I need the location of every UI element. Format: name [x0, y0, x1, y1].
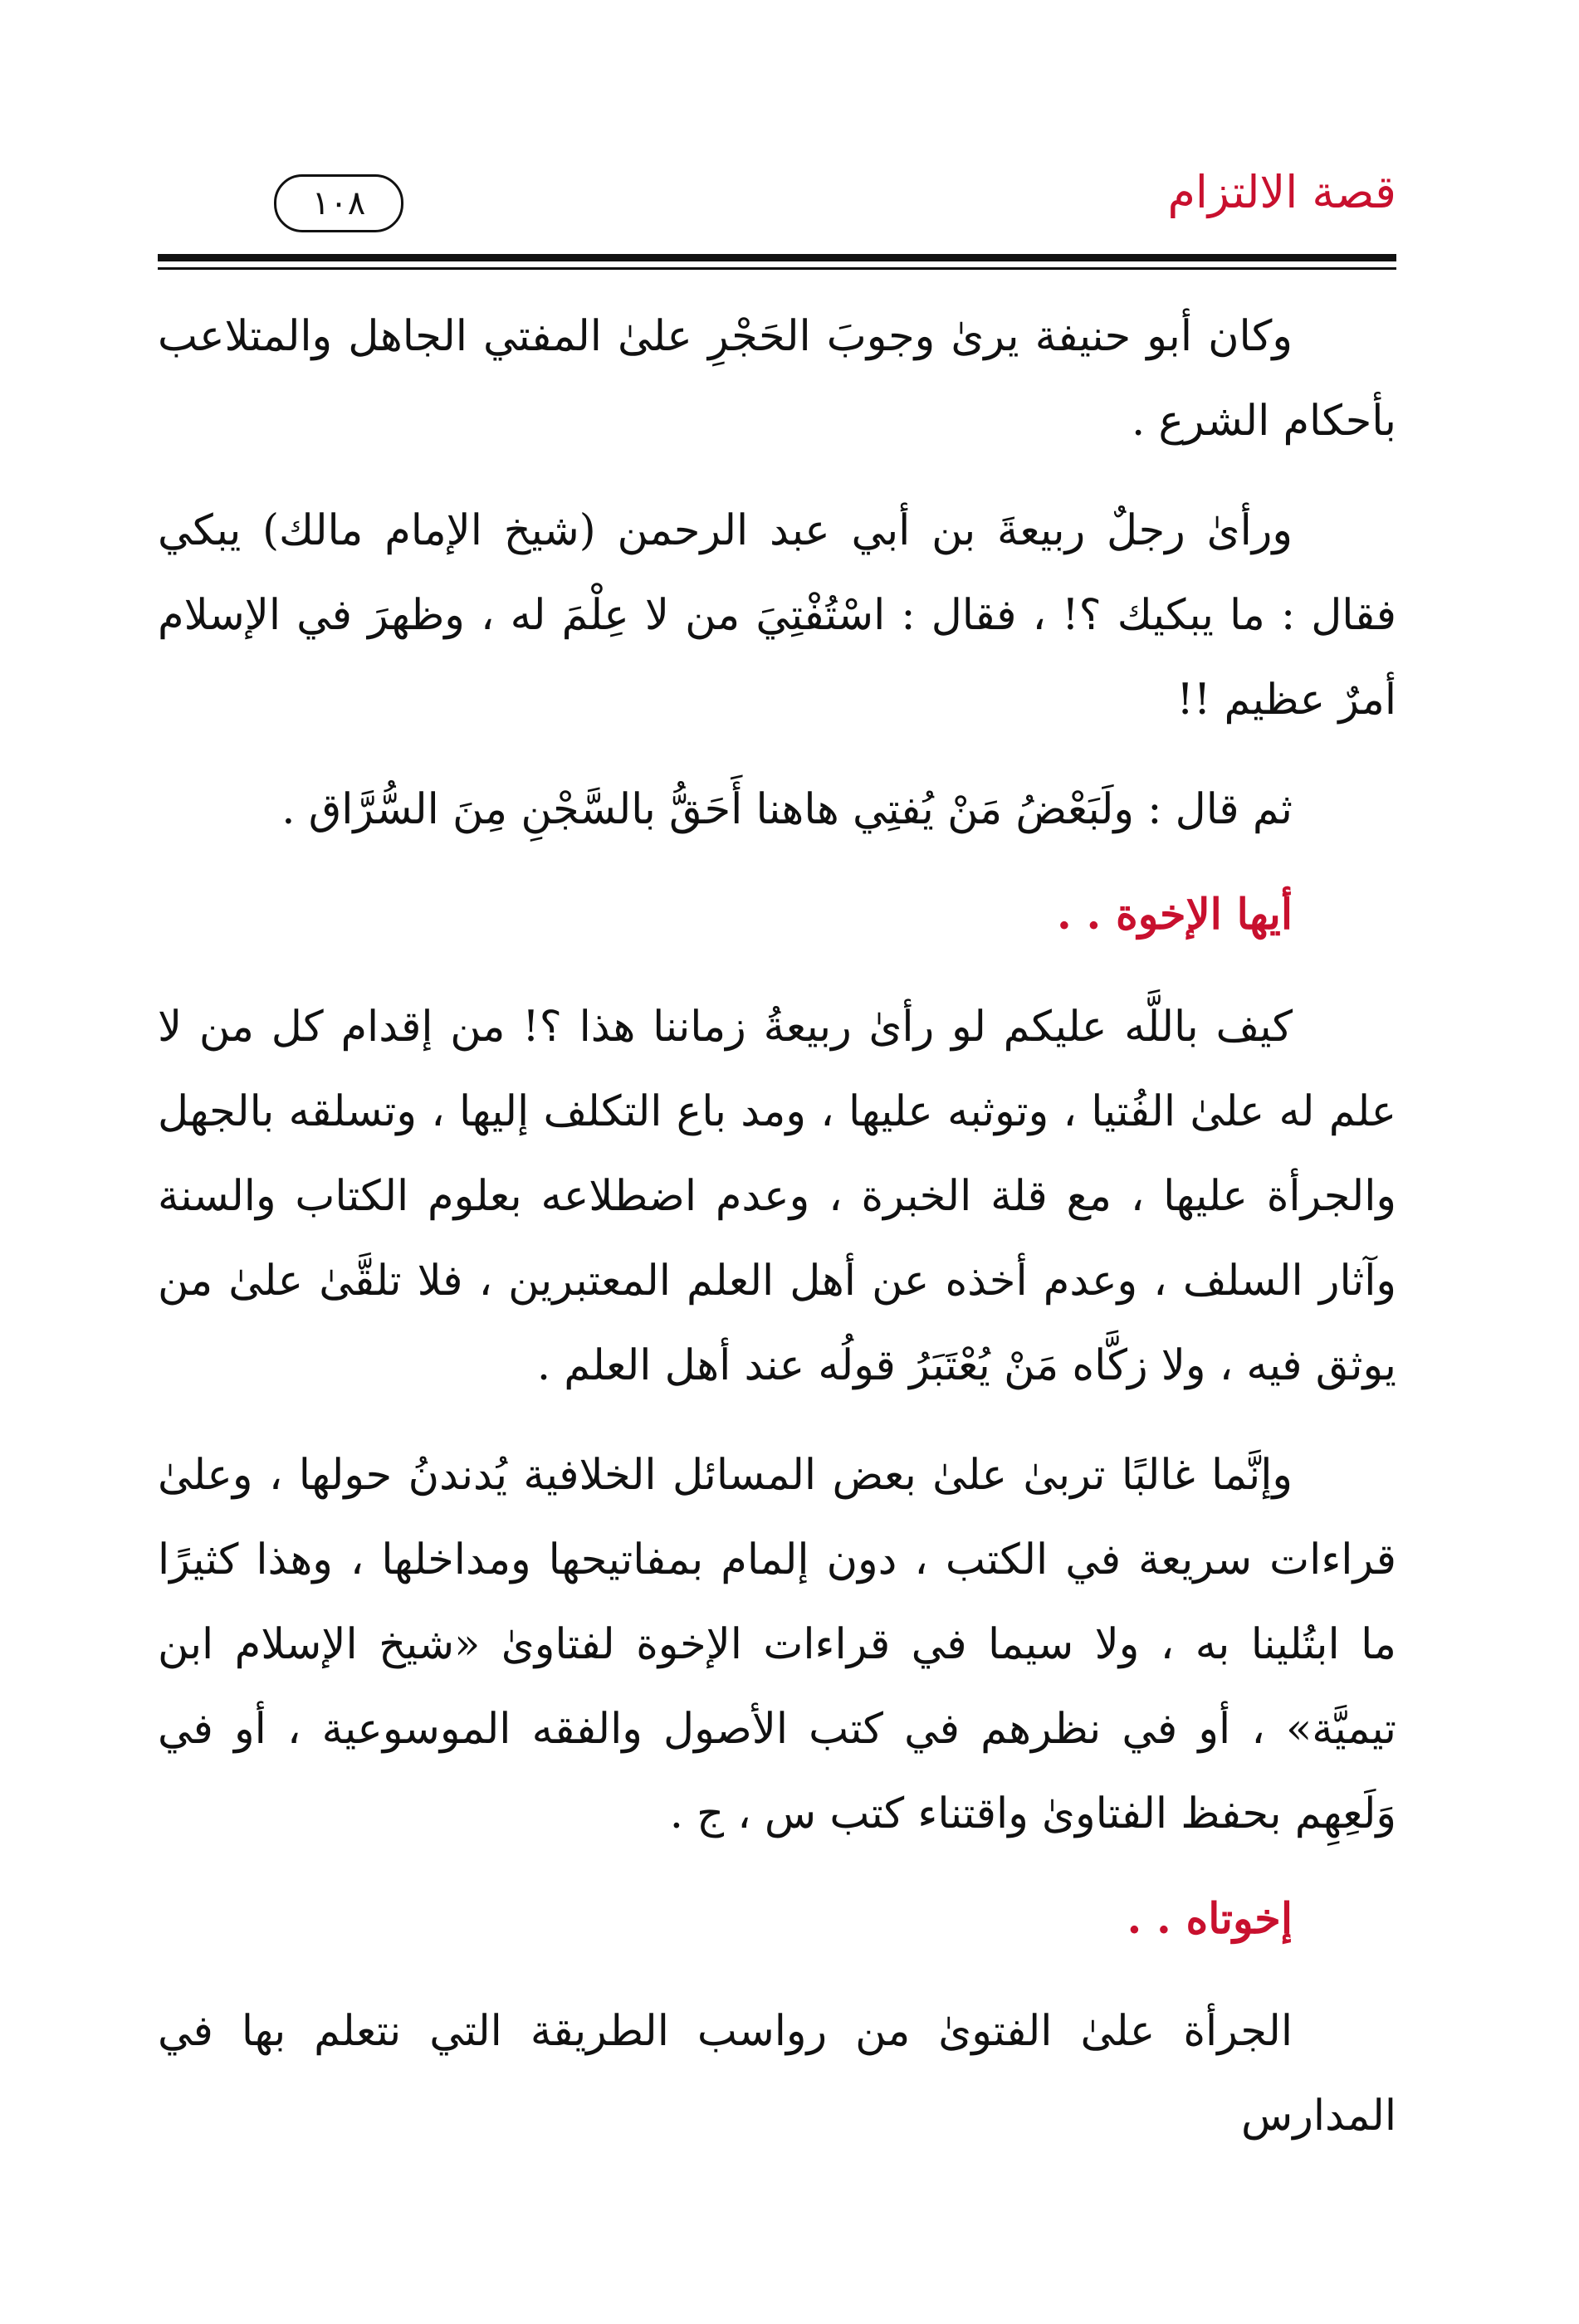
paragraph-1: وكان أبو حنيفة يرىٰ وجوبَ الحَجْرِ علىٰ المفتي الجاهل والمتلاعب بأحكام الشرع .	[158, 312, 1396, 446]
paragraph-3: ثم قال : ولَبَعْضُ مَنْ يُفتِي هاهنا أَحَقُّ بالسَّجْنِ مِنَ السُّرَّاق .	[281, 785, 1293, 834]
header-rule-thin	[158, 267, 1396, 270]
paragraph-5: وإنَّما غالبًا تربىٰ علىٰ بعض المسائل الخلافية يُدندنُ حولها ، وعلىٰ قراءات سريعة في الكتب ، دون إلمام بمفاتيحها ومداخلها ، وهذا كثيرًا ما ابتُلينا به ، ولا سيما في قراءات الإخوة لفتاوىٰ «شيخ الإسلام ابن تيميَّة» ، أو في نظرهم في كتب الأصول والفقه الموسوعية ، أو في وَلَعِهِم بحفظ الفتاوىٰ واقتناء كتب س ، ج .	[158, 1451, 1396, 1838]
header-rule-thick	[158, 254, 1396, 261]
page-header	[158, 158, 1396, 249]
paragraph-2: ورأىٰ رجلٌ ربيعةَ بن أبي عبد الرحمن (شيخ الإمام مالك) يبكي فقال : ما يبكيك ؟! ، فقال : اسْتُفْتِيَ من لا عِلْمَ له ، وظهرَ في الإسلام أمرٌ عظيم !!	[158, 506, 1396, 725]
page-number-badge: ١٠٨	[274, 174, 403, 232]
paragraph-4: كيف باللَّه عليكم لو رأىٰ ربيعةُ زماننا هذا ؟! من إقدام كل من لا علم له علىٰ الفُتيا ، وتوثبه عليها ، ومد باع التكلف إليها ، وتسلقه بالجهل والجرأة عليها ، مع قلة الخبرة ، وعدم اضطلاعه بعلوم الكتاب والسنة وآثار السلف ، وعدم أخذه عن أهل العلم المعتبرين ، فلا تلقَّىٰ علىٰ من يوثق فيه ، ولا زكَّاه مَنْ يُعْتَبَرُ قولُه عند أهل العلم .	[158, 1003, 1397, 1390]
section-heading-2: إخوتاه . .	[1127, 1894, 1293, 1944]
section-heading-1: أيها الإخوة . .	[1056, 890, 1293, 940]
book-title: قصة الالتزام	[1167, 166, 1396, 218]
paragraph-6: الجرأة علىٰ الفتوىٰ من رواسب الطريقة التي نتعلم بها في المدارس	[158, 2007, 1396, 2141]
page-body	[158, 295, 1396, 2184]
